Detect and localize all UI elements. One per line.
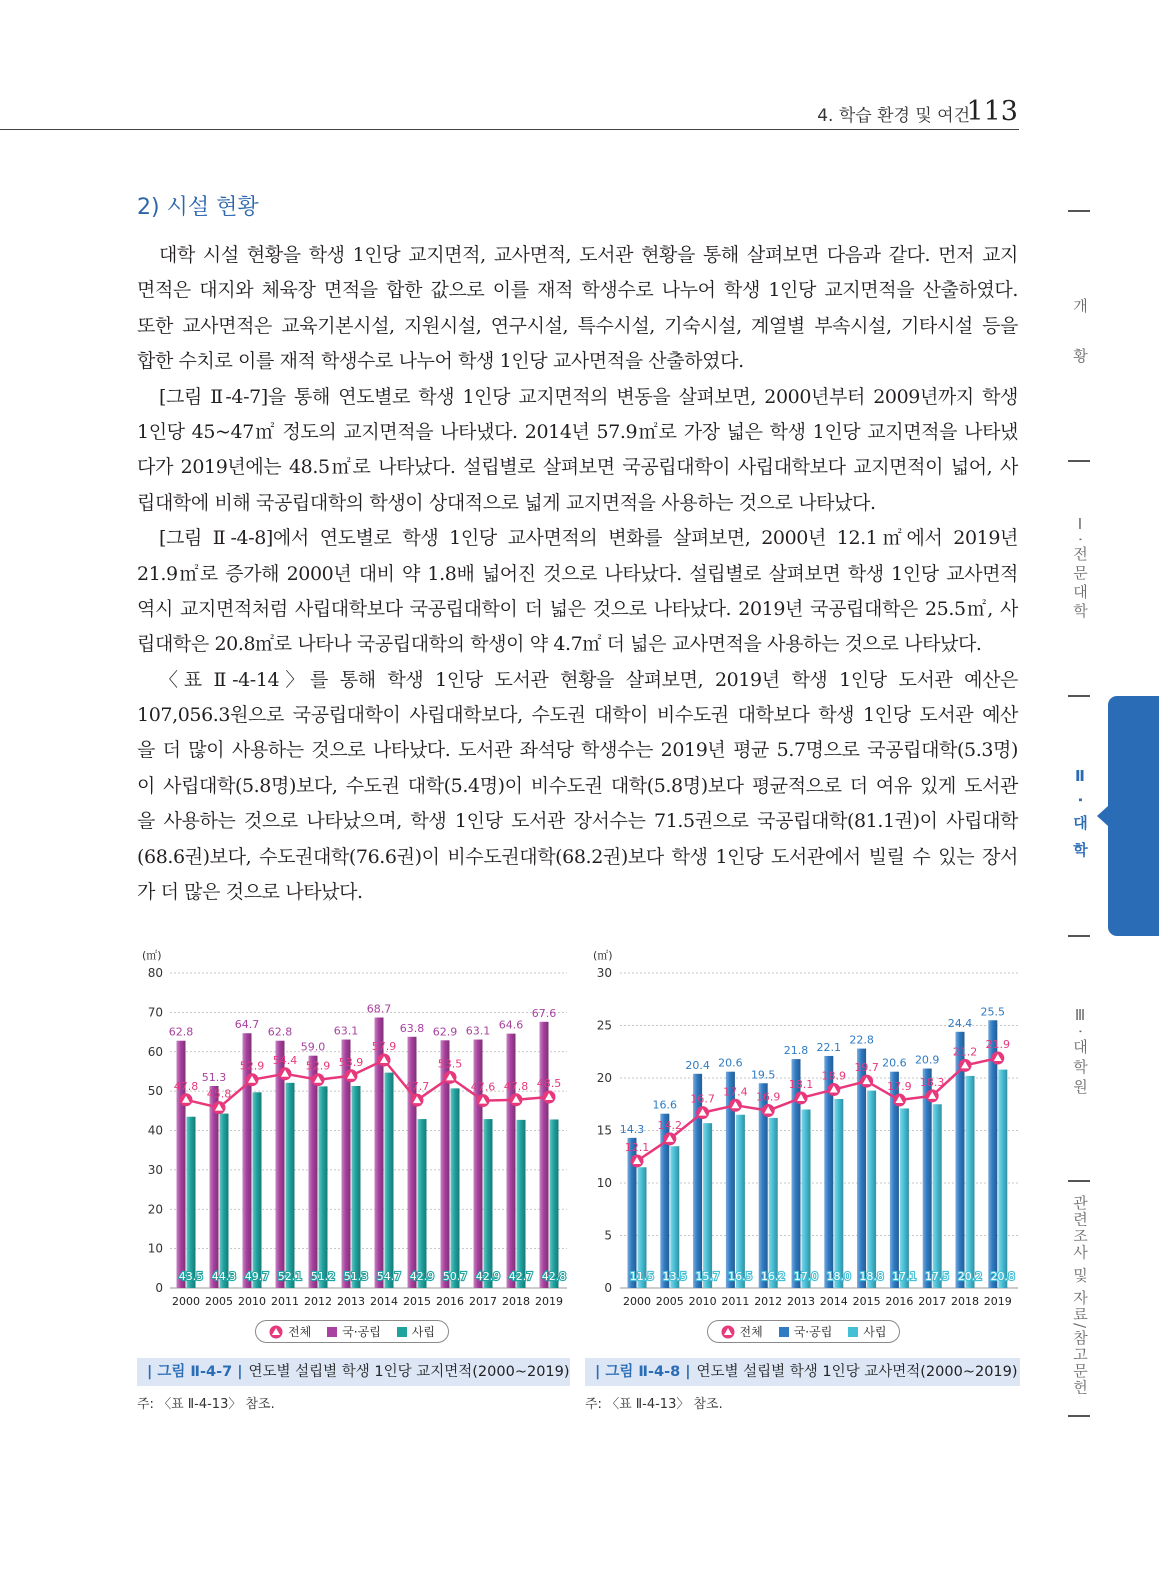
chart-legend — [255, 1320, 449, 1343]
national-public-value-label: 25.5 — [980, 1005, 1006, 1019]
legend-item-private — [848, 1323, 886, 1340]
private-value-label: 42.9 — [475, 1270, 501, 1283]
x-tick-label: 2016 — [885, 1295, 914, 1308]
private-bar — [966, 1076, 975, 1288]
paragraph — [137, 521, 1018, 663]
national-public-value-label: 64.7 — [234, 1018, 260, 1032]
legend-label: 전체 — [739, 1325, 763, 1339]
total-value-label: 16.7 — [690, 1092, 715, 1106]
x-tick-label: 2005 — [205, 1295, 233, 1308]
paragraph — [137, 380, 1018, 522]
figure-title: 연도별 설립별 학생 1인당 교사면적(2000~2019) — [696, 1364, 1018, 1380]
national-public-bar — [408, 1037, 417, 1288]
private-value-label: 18.0 — [826, 1270, 852, 1283]
total-value-label: 16.9 — [755, 1090, 781, 1104]
total-value-label: 18.1 — [788, 1077, 814, 1091]
legend-label: 사립 — [863, 1325, 887, 1339]
total-value-label: 47.8 — [503, 1079, 529, 1093]
x-tick-label: 2015 — [852, 1295, 881, 1308]
figure-caption — [137, 1358, 570, 1386]
section-heading: 2) 시설 현황 — [137, 195, 259, 220]
body-line: 또한 교사면적은 교육기본시설, 지원시설, 연구시설, 특수시설, 기숙시설, 계열별 부속시설, 기타시설 등을 — [137, 314, 1018, 337]
y-tick-label: 20 — [147, 1202, 163, 1217]
total-value-label: 12.1 — [624, 1140, 650, 1154]
paragraph — [137, 238, 1018, 380]
x-tick-label: 2000 — [172, 1295, 200, 1308]
private-bar — [517, 1120, 526, 1288]
y-tick-label: 10 — [147, 1241, 163, 1256]
total-value-label: 47.7 — [404, 1080, 430, 1094]
tab-separator — [1068, 1415, 1090, 1417]
private-value-label: 51.2 — [310, 1270, 336, 1283]
national-public-value-label: 63.1 — [333, 1024, 359, 1038]
figure-number: | 그림 Ⅱ-4-7 | — [147, 1364, 243, 1380]
private-value-label: 52.1 — [277, 1270, 303, 1283]
x-tick-label: 2013 — [787, 1295, 815, 1308]
body-line: 을 사용하는 것으로 나타났으며, 학생 1인당 도서관 장서수는 71.5권으로 국공립대학(81.1권)이 사립대학 — [137, 810, 1018, 833]
tab-separator — [1068, 460, 1090, 462]
private-bar — [319, 1086, 328, 1288]
national-public-value-label: 67.6 — [531, 1006, 557, 1020]
national-public-value-label: 16.6 — [652, 1098, 678, 1112]
national-public-value-label: 20.6 — [882, 1056, 907, 1070]
national-public-value-label: 20.4 — [685, 1058, 710, 1072]
total-value-label: 45.8 — [206, 1087, 232, 1101]
total-value-label: 57.9 — [371, 1040, 397, 1054]
private-value-label: 44.3 — [211, 1270, 237, 1283]
x-tick-label: 2005 — [655, 1295, 684, 1308]
x-tick-label: 2018 — [502, 1295, 530, 1308]
total-value-label: 17.4 — [723, 1085, 748, 1099]
y-tick-label: 0 — [155, 1281, 163, 1295]
private-bar — [998, 1070, 1007, 1288]
total-value-label: 19.7 — [854, 1061, 879, 1075]
x-tick-label: 2011 — [721, 1295, 750, 1308]
active-tab-notch — [1097, 806, 1108, 826]
active-tab-indicator — [1108, 696, 1159, 936]
private-value-label: 42.8 — [541, 1270, 567, 1283]
side-tab-overview[interactable]: 개황 — [1071, 298, 1089, 398]
building-area-chart — [583, 943, 1023, 1315]
national-public-value-label: 20.9 — [914, 1053, 940, 1067]
legend-swatch — [397, 1327, 407, 1337]
body-line: (68.6권)보다, 수도권대학(76.6권)이 비수도권대학(68.2권)보다 학생 1인당 도서관에서 빌릴 수 있는 장서 — [137, 845, 1018, 868]
national-public-value-label: 22.1 — [816, 1040, 842, 1054]
total-value-label: 47.8 — [173, 1079, 199, 1093]
private-bar — [703, 1123, 712, 1288]
private-bar — [220, 1114, 229, 1288]
side-tab-junior-college[interactable]: Ⅰ·전문대학 — [1071, 515, 1089, 622]
legend-item-national-public — [779, 1323, 833, 1340]
y-tick-label: 30 — [147, 1162, 163, 1177]
y-tick-label: 80 — [147, 966, 163, 980]
legend-item-national-public — [327, 1323, 381, 1340]
triangle-marker-icon — [721, 1325, 735, 1339]
legend-item-total — [721, 1323, 763, 1340]
body-line: 대학 시설 현황을 학생 1인당 교지면적, 교사면적, 도서관 현황을 통해 살펴보면 다음과 같다. 먼저 교지 — [159, 244, 1018, 266]
national-public-value-label: 62.8 — [168, 1025, 194, 1039]
x-tick-label: 2014 — [819, 1295, 848, 1308]
total-value-label: 17.9 — [887, 1080, 912, 1094]
x-tick-label: 2011 — [271, 1295, 299, 1308]
national-public-bar — [540, 1022, 549, 1288]
legend-label: 국·공립 — [342, 1325, 381, 1339]
x-tick-label: 2010 — [688, 1295, 717, 1308]
body-line: 107,056.3원으로 국공립대학이 사립대학보다, 수도권 대학이 비수도권 대학보다 학생 1인당 도서관 예산 — [137, 704, 1018, 727]
national-public-value-label: 63.8 — [399, 1021, 425, 1035]
national-public-value-label: 51.3 — [201, 1071, 227, 1085]
y-tick-label: 0 — [604, 1281, 612, 1295]
national-public-bar — [507, 1034, 516, 1288]
national-public-value-label: 14.3 — [619, 1122, 645, 1136]
private-bar — [802, 1110, 811, 1289]
national-public-value-label: 20.6 — [718, 1056, 743, 1070]
side-tab-university[interactable]: Ⅱ·대학 — [1071, 767, 1089, 869]
national-public-bar — [309, 1056, 318, 1288]
y-tick-label: 20 — [596, 1071, 612, 1085]
private-bar — [187, 1117, 196, 1288]
national-public-bar — [177, 1041, 186, 1288]
private-value-label: 17.0 — [793, 1270, 819, 1283]
legend-swatch — [327, 1327, 337, 1337]
national-public-value-label: 64.6 — [498, 1018, 524, 1032]
body-line: 면적은 대지와 체육장 면적을 합한 값으로 이를 재적 학생수로 나누어 학생 1인당 교지면적을 산출하였다. — [137, 279, 1018, 302]
x-tick-label: 2014 — [370, 1295, 398, 1308]
national-public-value-label: 24.4 — [947, 1016, 973, 1030]
figure-title: 연도별 설립별 학생 1인당 교지면적(2000~2019) — [248, 1364, 570, 1380]
x-tick-label: 2018 — [951, 1295, 979, 1308]
total-line — [637, 1058, 998, 1161]
legend-item-total — [269, 1323, 311, 1340]
running-header-chapter: 4. 학습 환경 및 여건 — [817, 106, 970, 126]
total-value-label: 53.9 — [338, 1055, 364, 1069]
total-value-label: 48.5 — [536, 1077, 562, 1091]
chart-legend — [707, 1320, 900, 1343]
national-public-value-label: 62.9 — [432, 1025, 458, 1039]
x-tick-label: 2017 — [918, 1295, 947, 1308]
total-value-label: 47.6 — [470, 1080, 496, 1094]
tab-separator — [1068, 695, 1090, 697]
private-bar — [550, 1119, 559, 1288]
private-bar — [834, 1099, 843, 1288]
legend-label: 전체 — [288, 1325, 312, 1339]
x-tick-label: 2000 — [623, 1295, 651, 1308]
legend-item-private — [397, 1323, 435, 1340]
private-value-label: 49.7 — [244, 1270, 270, 1283]
tab-separator — [1068, 935, 1090, 937]
side-tab-references[interactable]: 관련조사 및 자료/참고문헌 — [1071, 1195, 1089, 1396]
total-value-label: 14.2 — [657, 1118, 683, 1132]
x-tick-label: 2019 — [535, 1295, 563, 1308]
national-public-value-label: 68.7 — [366, 1002, 392, 1016]
total-value-label: 52.9 — [239, 1059, 265, 1073]
x-tick-label: 2016 — [436, 1295, 464, 1308]
private-bar — [769, 1118, 778, 1288]
y-tick-label: 70 — [147, 1005, 163, 1020]
national-public-bar — [693, 1074, 702, 1288]
body-line: 합한 수치로 이를 재적 학생수로 나누어 학생 1인당 교사면적을 산출하였다. — [137, 350, 744, 373]
body-line: 이 사립대학(5.8명)보다, 수도권 대학(5.4명)이 비수도권 대학(5.8명)보다 평균적으로 더 여유 있게 도서관 — [137, 774, 1018, 797]
private-value-label: 43.5 — [178, 1270, 204, 1283]
campus-area-chart — [130, 943, 575, 1315]
y-axis-unit: (㎡) — [142, 949, 162, 962]
private-bar — [484, 1119, 493, 1288]
private-value-label: 42.9 — [409, 1270, 435, 1283]
x-tick-label: 2010 — [238, 1295, 266, 1308]
legend-swatch — [848, 1327, 858, 1337]
private-value-label: 13.5 — [662, 1270, 688, 1283]
page-number: 113 — [966, 96, 1018, 127]
private-value-label: 51.3 — [343, 1270, 369, 1283]
total-value-label: 54.4 — [272, 1053, 298, 1067]
private-bar — [451, 1088, 460, 1288]
x-tick-label: 2019 — [983, 1295, 1012, 1308]
paragraph — [137, 663, 1018, 911]
national-public-value-label: 59.0 — [300, 1040, 326, 1054]
legend-label: 국·공립 — [793, 1325, 833, 1339]
national-public-bar — [474, 1040, 483, 1288]
private-bar — [352, 1086, 361, 1288]
figure-number: | 그림 Ⅱ-4-8 | — [595, 1364, 691, 1380]
y-tick-label: 60 — [147, 1044, 163, 1059]
private-value-label: 54.7 — [376, 1270, 402, 1283]
y-tick-label: 40 — [147, 1123, 163, 1138]
national-public-bar — [210, 1086, 219, 1288]
private-value-label: 16.2 — [760, 1270, 786, 1283]
total-value-label: 21.2 — [952, 1045, 978, 1059]
y-tick-label: 15 — [596, 1123, 612, 1138]
national-public-value-label: 22.8 — [849, 1033, 874, 1047]
total-value-label: 53.5 — [437, 1057, 463, 1071]
x-tick-label: 2017 — [469, 1295, 497, 1308]
total-value-label: 21.9 — [985, 1038, 1011, 1052]
x-tick-label: 2013 — [337, 1295, 365, 1308]
x-tick-label: 2012 — [754, 1295, 783, 1308]
body-line: 역시 교지면적처럼 사립대학보다 국공립대학이 더 넓은 것으로 나타났다. 2019년 국공립대학은 25.5㎡, 사 — [137, 597, 1018, 620]
y-tick-label: 25 — [596, 1018, 612, 1033]
body-line: 립대학에 비해 국공립대학의 학생이 상대적으로 넓게 교지면적을 사용하는 것으로 나타났다. — [137, 491, 876, 514]
side-tab-graduate-school[interactable]: Ⅲ·대학원 — [1071, 1006, 1089, 1099]
y-tick-label: 50 — [147, 1084, 163, 1099]
private-bar — [253, 1092, 262, 1288]
national-public-value-label: 63.1 — [465, 1024, 491, 1038]
figure-note: 주: 〈표 Ⅱ-4-13〉 참조. — [585, 1397, 723, 1412]
body-line: [그림 Ⅱ-4-8]에서 연도별로 학생 1인당 교사면적의 변화를 살펴보면, 2000년 12.1㎡에서 2019년 — [159, 527, 1018, 550]
figure-caption — [585, 1358, 1020, 1386]
legend-label: 사립 — [411, 1325, 435, 1339]
private-bar — [900, 1108, 909, 1288]
private-value-label: 16.5 — [728, 1270, 753, 1283]
total-value-label: 18.3 — [919, 1075, 945, 1089]
body-text — [137, 238, 1018, 910]
total-value-label: 18.9 — [821, 1069, 847, 1083]
private-bar — [867, 1091, 876, 1288]
private-value-label: 15.7 — [695, 1270, 720, 1283]
private-value-label: 20.8 — [990, 1270, 1016, 1283]
tab-separator — [1068, 1180, 1090, 1182]
national-public-value-label: 21.8 — [783, 1044, 809, 1058]
legend-swatch — [779, 1327, 789, 1337]
total-value-label: 52.9 — [305, 1059, 331, 1073]
body-line: 을 더 많이 사용하는 것으로 나타났다. 도서관 좌석당 학생수는 2019년 평균 5.7명으로 국공립대학(5.3명) — [137, 739, 1018, 762]
x-tick-label: 2012 — [304, 1295, 332, 1308]
private-bar — [385, 1073, 394, 1288]
figure-note: 주: 〈표 Ⅱ-4-13〉 참조. — [137, 1397, 275, 1412]
national-public-value-label: 62.8 — [267, 1025, 293, 1039]
body-line: 〈표 Ⅱ-4-14〉를 통해 학생 1인당 도서관 현황을 살펴보면, 2019년 학생 1인당 도서관 예산은 — [159, 668, 1018, 691]
private-value-label: 18.8 — [859, 1270, 884, 1283]
private-value-label: 17.5 — [924, 1270, 950, 1283]
y-tick-label: 5 — [604, 1228, 612, 1243]
private-bar — [286, 1083, 295, 1288]
x-tick-label: 2015 — [403, 1295, 431, 1308]
body-line: 21.9㎡로 증가해 2000년 대비 약 1.8배 넓어진 것으로 나타났다. 설립별로 살펴보면 학생 1인당 교사면적 — [137, 562, 1018, 585]
private-value-label: 20.2 — [957, 1270, 983, 1283]
header-rule — [0, 129, 1019, 130]
private-bar — [418, 1119, 427, 1288]
body-line: [그림 Ⅱ-4-7]을 통해 연도별로 학생 1인당 교지면적의 변동을 살펴보면, 2000년부터 2009년까지 학생 — [159, 385, 1018, 408]
private-bar — [933, 1104, 942, 1288]
private-value-label: 11.5 — [629, 1270, 655, 1283]
private-value-label: 42.7 — [508, 1270, 534, 1283]
y-tick-label: 30 — [596, 966, 612, 980]
private-bar — [736, 1115, 745, 1288]
private-value-label: 17.1 — [892, 1270, 917, 1283]
body-line: 가 더 많은 것으로 나타났다. — [137, 881, 363, 904]
body-line: 립대학은 20.8㎡로 나타나 국공립대학의 학생이 약 4.7㎡ 더 넓은 교사면적을 사용하는 것으로 나타났다. — [137, 633, 982, 656]
tab-separator — [1068, 210, 1090, 212]
private-value-label: 50.7 — [442, 1270, 468, 1283]
private-bar — [670, 1146, 679, 1288]
national-public-value-label: 19.5 — [750, 1068, 776, 1082]
body-line: 1인당 45~47㎡ 정도의 교지면적을 나타냈다. 2014년 57.9㎡로 가장 넓은 학생 1인당 교지면적을 나타냈 — [137, 420, 1018, 443]
y-axis-unit: (㎡) — [593, 949, 613, 962]
y-tick-label: 10 — [596, 1176, 612, 1190]
body-line: 다가 2019년에는 48.5㎡로 나타났다. 설립별로 살펴보면 국공립대학이 사립대학보다 교지면적이 넓어, 사 — [137, 456, 1018, 479]
triangle-marker-icon — [269, 1325, 283, 1339]
